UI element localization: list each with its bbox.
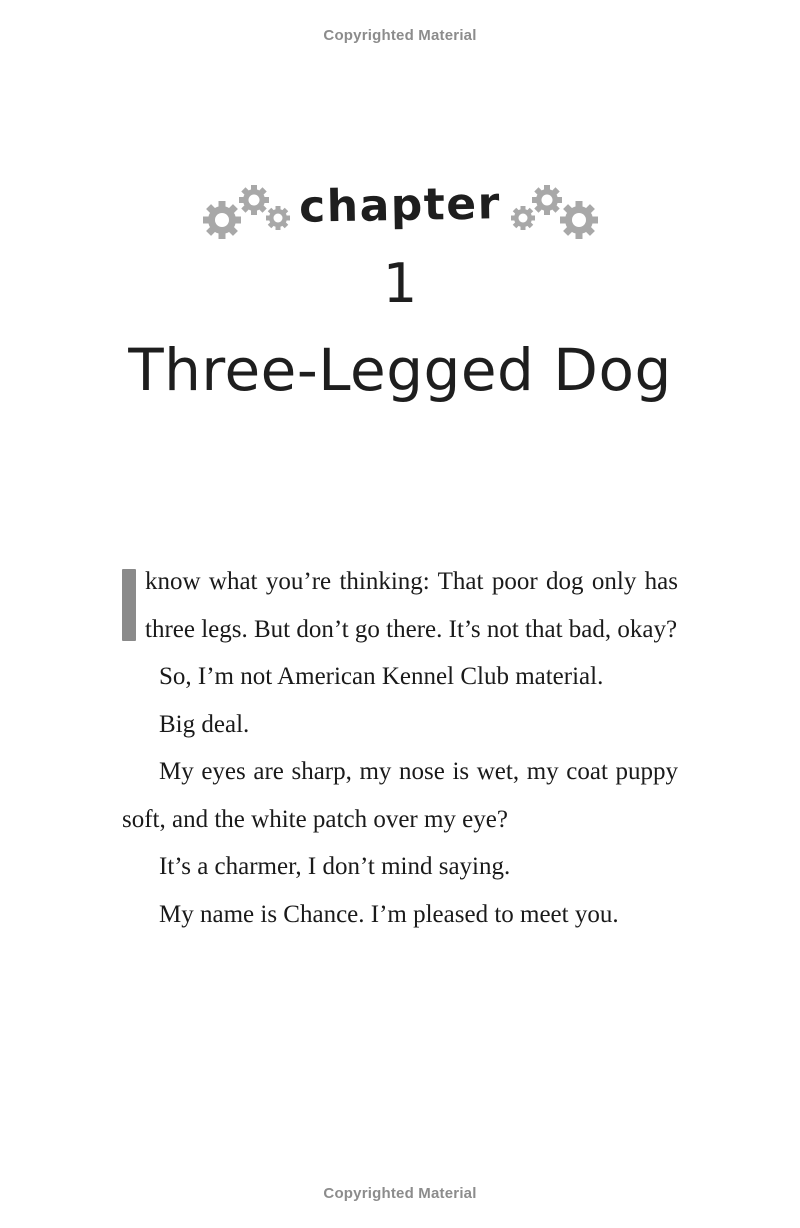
drop-cap (122, 569, 136, 641)
paragraph: My name is Chance. I’m pleased to meet you. (159, 900, 619, 928)
first-paragraph (122, 558, 678, 653)
copyright-watermark-bottom: Copyrighted Material (323, 1185, 477, 1202)
chapter-label: chapter (298, 178, 502, 233)
drop-cap-letter (122, 569, 123, 570)
paragraph: It’s a charmer, I don’t mind saying. (159, 853, 511, 880)
chapter-number: 1 (382, 252, 418, 315)
paragraph: Big deal. (159, 710, 250, 738)
paragraph: So, I’m not American Kennel Club material. (159, 663, 604, 690)
gears-decoration-right-icon (505, 178, 605, 248)
paragraph: My eyes are sharp, my nose is wet, my coat puppy soft, and the white patch over my eye? (122, 758, 678, 833)
copyright-watermark-top: Copyrighted Material (323, 27, 477, 44)
chapter-title: Three-Legged Dog (128, 336, 672, 404)
chapter-body (122, 558, 678, 938)
first-paragraph-text: know what you’re thinking: That poor dog only has three legs. But don’t go there. It’s not that bad, okay? (145, 568, 678, 643)
chapter-header (0, 178, 800, 248)
